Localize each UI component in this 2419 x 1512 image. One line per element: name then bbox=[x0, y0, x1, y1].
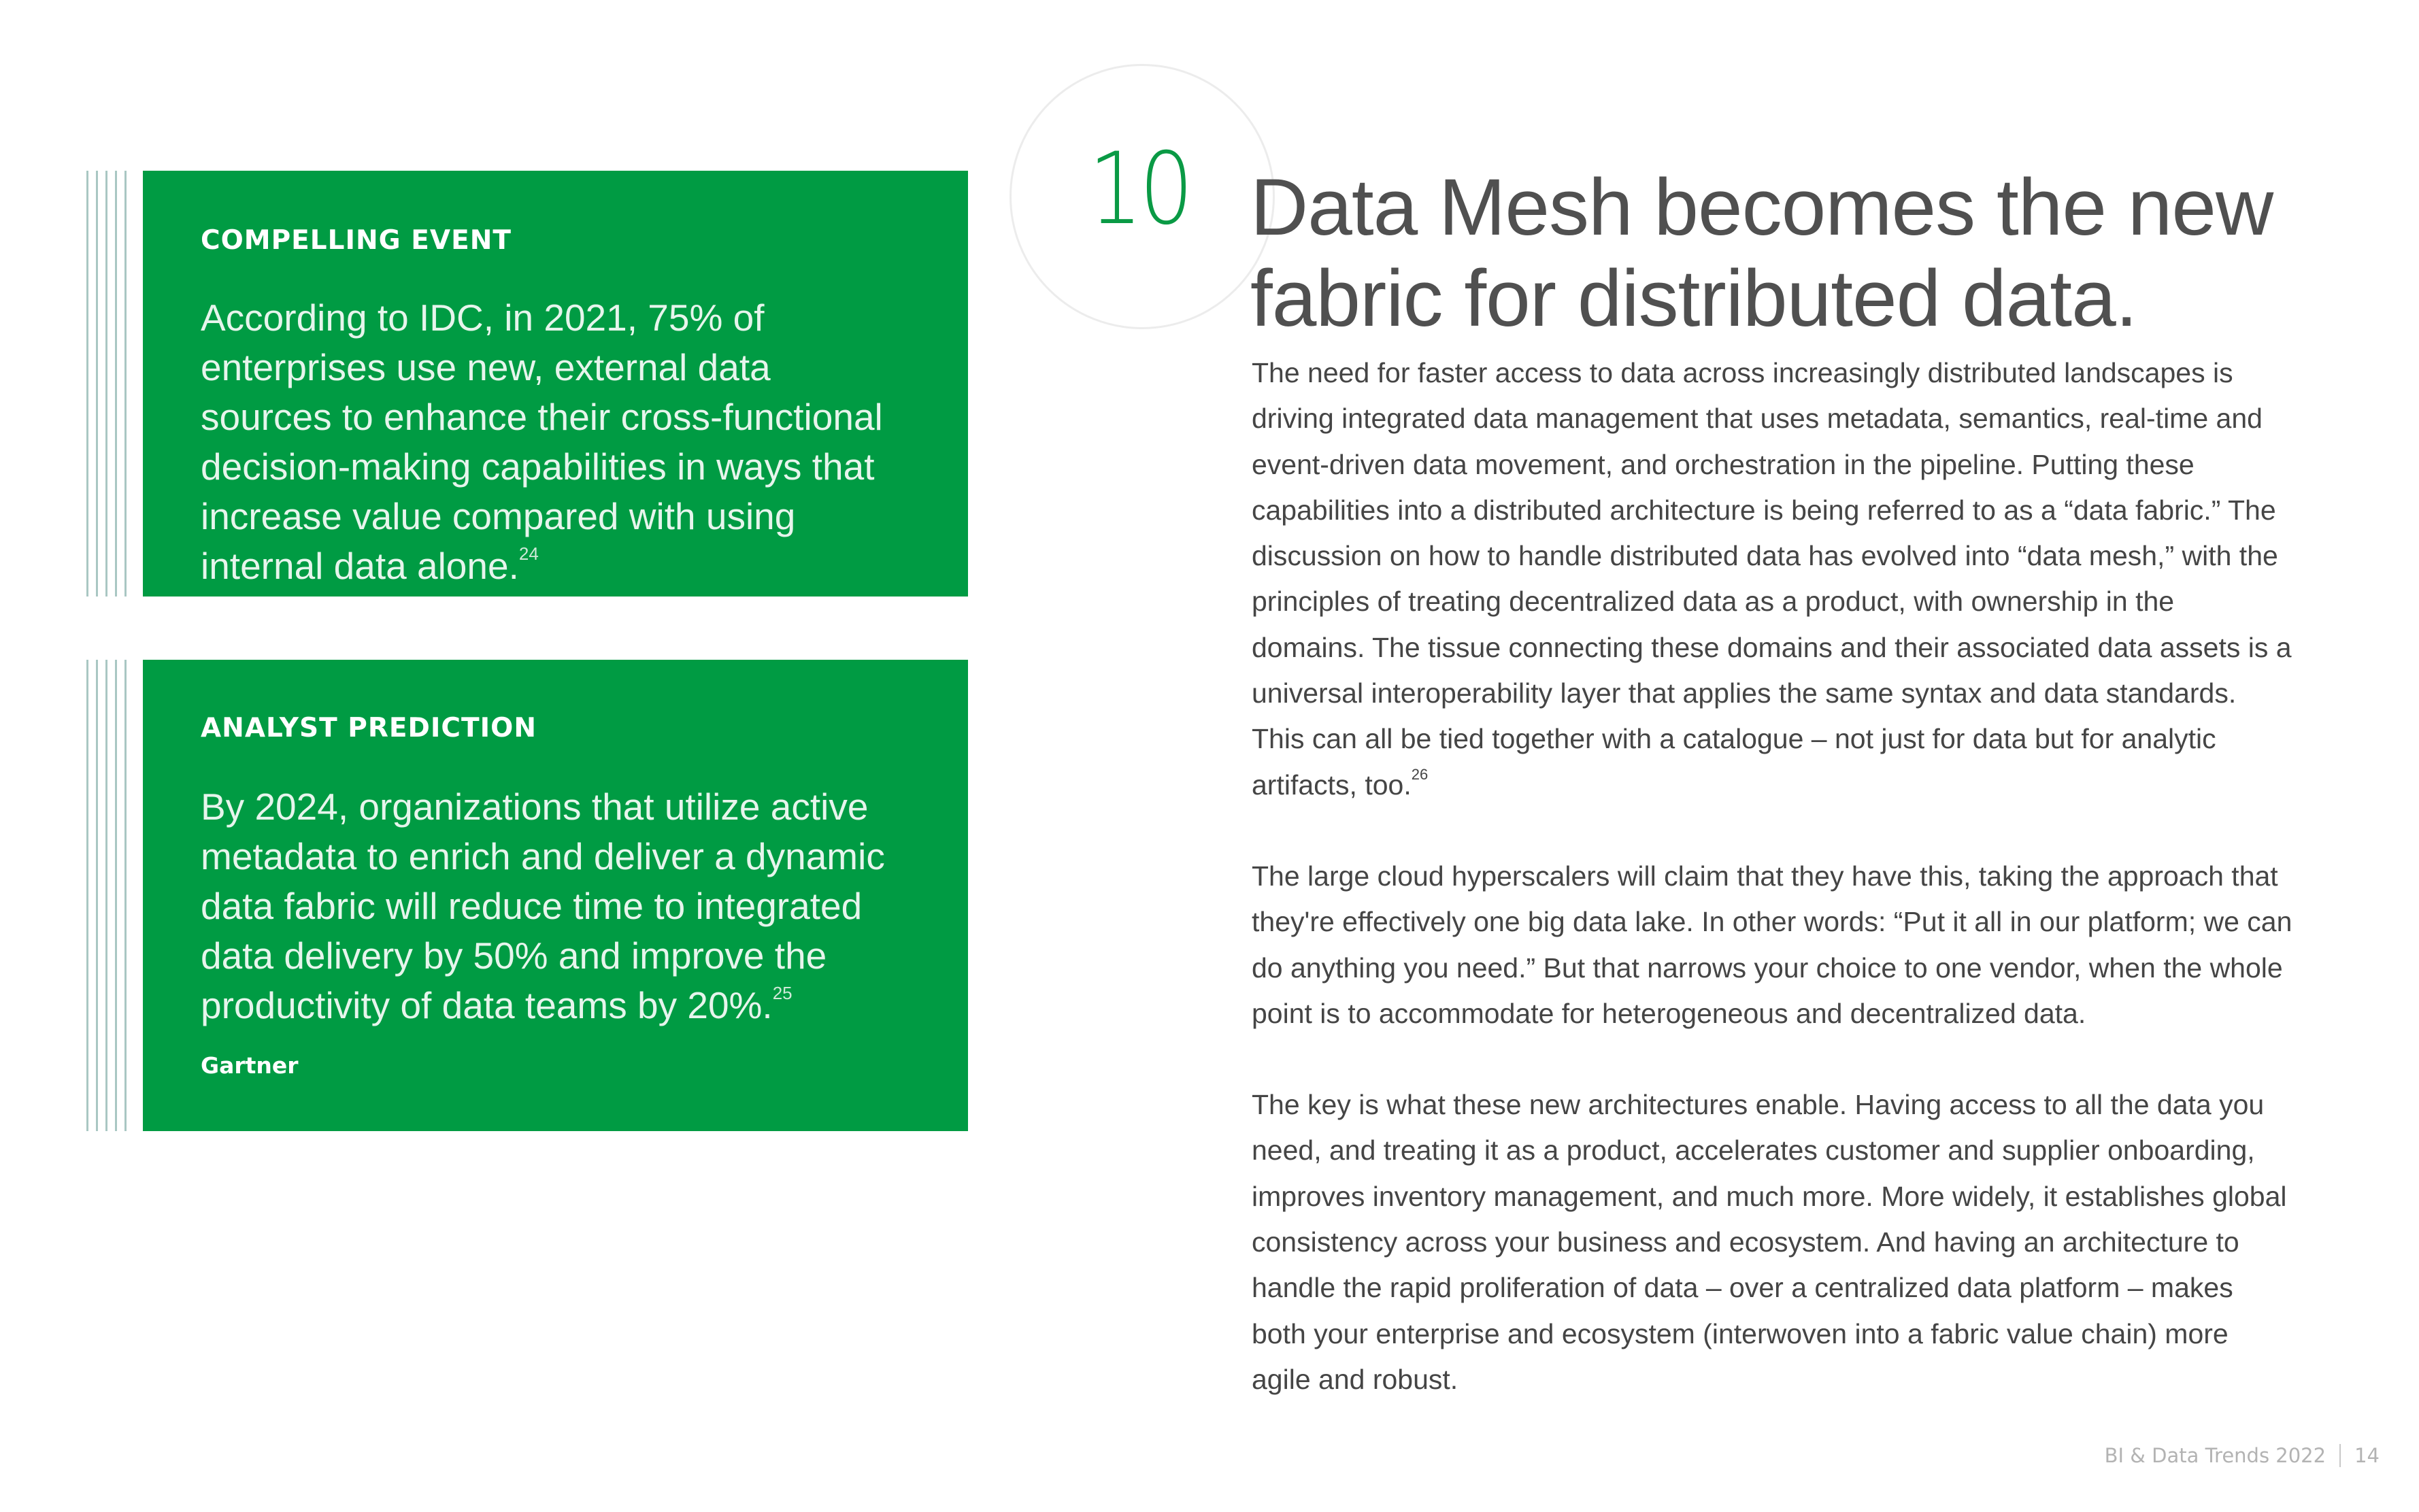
paragraph-3: The key is what these new architectures enable. Having access to all the data you need, and treating it as a product, accelerates customer and supplier onboarding, improves inventory management, and much more. More widely, it establishes global consistency across your business and ecosystem. And having an architecture to handle the rapid proliferation of data – over a centralized data platform – makes both your enterprise and ecosystem (interwoven into a fabric value chain) more agile and robust. bbox=[1252, 1089, 2287, 1395]
body-text bbox=[1252, 350, 2292, 1448]
analyst-prediction-panel bbox=[86, 660, 968, 1131]
decorative-lines bbox=[86, 660, 134, 1131]
analyst-prediction-heading: ANALYST PREDICTION bbox=[201, 713, 537, 743]
compelling-event-box bbox=[143, 171, 968, 597]
page-footer bbox=[2105, 1444, 2380, 1467]
decorative-lines bbox=[86, 171, 134, 597]
analyst-prediction-box bbox=[143, 660, 968, 1131]
page-number: 14 bbox=[2354, 1444, 2380, 1467]
page-title: Data Mesh becomes the new fabric for distributed data. bbox=[1250, 163, 2273, 343]
footnote-25: 25 bbox=[772, 983, 793, 1003]
prediction-source: Gartner bbox=[201, 1052, 299, 1079]
compelling-event-text: According to IDC, in 2021, 75% of enterprises use new, external data sources to enhance their cross-functional decision-making capabilities in ways that increase value compared with using internal data alone.$^{24}$ bbox=[201, 297, 883, 587]
compelling-event-panel bbox=[86, 171, 968, 597]
trend-number: 10 bbox=[1088, 131, 1190, 247]
footnote-24: 24 bbox=[518, 543, 539, 564]
analyst-prediction-text: By 2024, organizations that utilize active metadata to enrich and deliver a dynamic data fabric will reduce time to integrated data delivery by 50% and improve the productivity of data teams by 20%.$^{25}$ bbox=[201, 786, 885, 1026]
publication-name: BI & Data Trends 2022 bbox=[2104, 1444, 2326, 1467]
footnote-26: 26 bbox=[1411, 765, 1429, 783]
footer-divider bbox=[2339, 1444, 2341, 1467]
paragraph-2: The large cloud hyperscalers will claim that they have this, taking the approach that they're effectively one big data lake. In other words: “Put it all in our platform; we can do anything you need.” But that narrows your choice to one vendor, when the whole point is to accommodate for heterogeneous and decentralized data. bbox=[1252, 860, 2292, 1029]
compelling-event-heading: COMPELLING EVENT bbox=[201, 225, 512, 256]
paragraph-1: The need for faster access to data across increasingly distributed landscapes is driving integrated data management that uses metadata, semantics, real-time and event-driven data movement, and orchestration in the pipeline. Putting these capabilities into a distributed architecture is being referred to as a “data fabric.” The discussion on how to handle distributed data has evolved into “data mesh,” with the principles of treating decentralized data as a product, with ownership in the domains. The tissue connecting these domains and their associated data assets is a universal interoperability layer that applies the same syntax and data standards. This can all be tied together with a catalogue – not just for data but for analytic artifacts, too.$^{26}$ bbox=[1252, 357, 2292, 801]
